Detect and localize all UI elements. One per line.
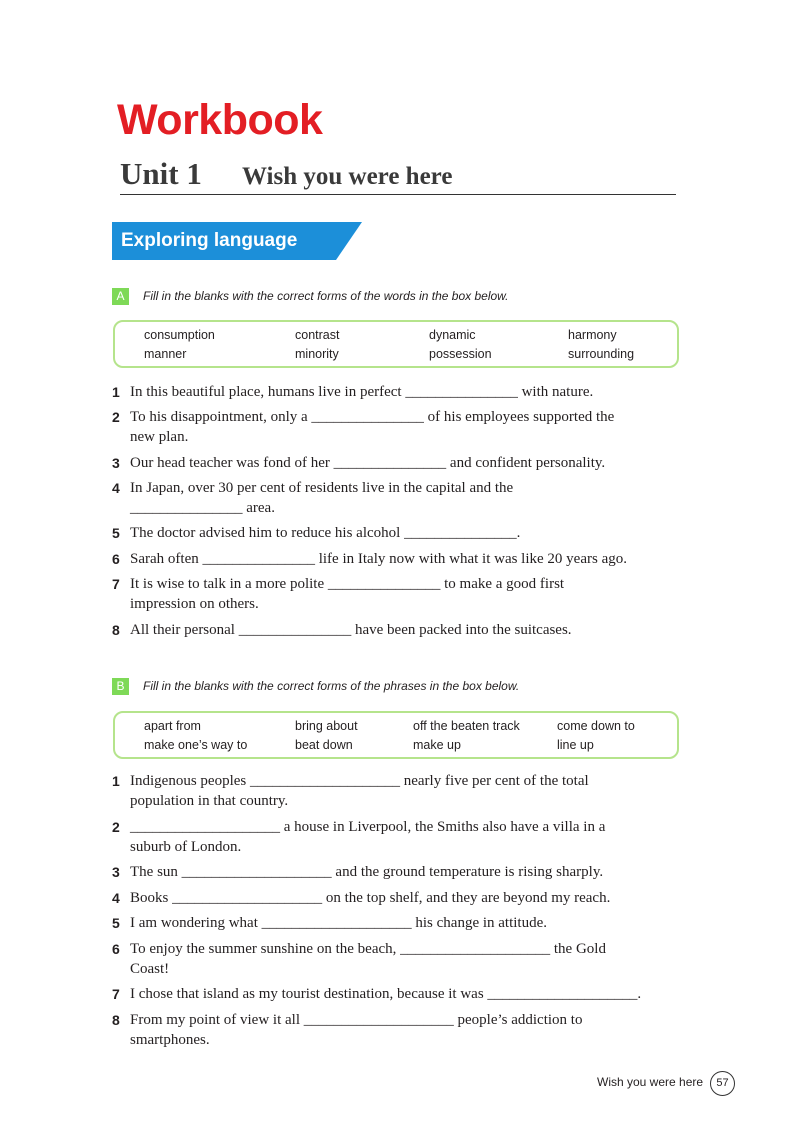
word-box-item: dynamic: [429, 328, 476, 342]
phrase-box-item: apart from: [144, 719, 201, 733]
phrase-box-item: beat down: [295, 738, 353, 752]
phrase-box-item: bring about: [295, 719, 358, 733]
item-number: 1: [112, 773, 120, 789]
phrase-box-item: make one’s way to: [144, 738, 248, 752]
phrase-box-item: off the beaten track: [413, 719, 520, 733]
page-number: 57: [710, 1071, 735, 1096]
item-text: smartphones.: [130, 1032, 210, 1048]
item-number: 5: [112, 525, 120, 541]
item-text: I am wondering what ____________________ his change in attitude.: [130, 915, 548, 931]
item-text: The sun ____________________ and the ground temperature is rising sharply.: [130, 864, 604, 880]
word-box-item: contrast: [295, 328, 340, 342]
word-box-a: [113, 320, 679, 368]
item-text: From my point of view it all ____________________ people’s addiction to: [130, 1012, 583, 1028]
item-number: 6: [112, 941, 120, 957]
phrase-box-item: line up: [557, 738, 594, 752]
item-text: In this beautiful place, humans live in perfect _______________ with nature.: [130, 384, 594, 400]
item-text: _______________ area.: [130, 500, 275, 516]
item-number: 6: [112, 551, 120, 567]
item-text: All their personal _______________ have been packed into the suitcases.: [130, 622, 572, 638]
phrase-box-item: come down to: [557, 719, 635, 733]
item-number: 5: [112, 915, 120, 931]
workbook-title: Workbook: [117, 96, 323, 144]
item-text: I chose that island as my tourist destination, because it was ____________________.: [130, 986, 642, 1002]
item-text: new plan.: [130, 429, 189, 445]
item-number: 4: [112, 480, 120, 496]
item-text: Our head teacher was fond of her _______________ and confident personality.: [130, 455, 606, 471]
item-text: The doctor advised him to reduce his alcohol _______________.: [130, 525, 521, 541]
item-number: 7: [112, 986, 120, 1002]
word-box-item: harmony: [568, 328, 617, 342]
item-text: impression on others.: [130, 596, 259, 612]
word-box-item: surrounding: [568, 347, 635, 361]
item-text: It is wise to talk in a more polite _______________ to make a good first: [130, 576, 565, 592]
item-number: 3: [112, 455, 120, 471]
task-a-instruction: Fill in the blanks with the correct forms of the words in the box below.: [143, 289, 509, 303]
word-box-item: consumption: [144, 328, 215, 342]
footer-running-title: Wish you were here: [597, 1075, 704, 1089]
item-number: 4: [112, 890, 120, 906]
section-title: Exploring language: [121, 230, 298, 251]
item-text: population in that country.: [130, 793, 289, 809]
item-number: 8: [112, 622, 120, 638]
section-banner: [112, 222, 362, 260]
item-text: In Japan, over 30 per cent of residents live in the capital and the: [130, 480, 514, 496]
task-b-instruction: Fill in the blanks with the correct forms of the phrases in the box below.: [143, 679, 520, 693]
item-text: Coast!: [130, 961, 170, 977]
item-number: 7: [112, 576, 120, 592]
item-number: 2: [112, 819, 120, 835]
item-text: Books ____________________ on the top shelf, and they are beyond my reach.: [130, 890, 611, 906]
item-text: Sarah often _______________ life in Italy now with what it was like 20 years ago.: [130, 551, 627, 567]
item-number: 8: [112, 1012, 120, 1028]
item-number: 1: [112, 384, 120, 400]
phrase-box-b: [113, 711, 679, 759]
item-text: To enjoy the summer sunshine on the beach, ____________________ the Gold: [130, 941, 606, 957]
word-box-item: possession: [429, 347, 492, 361]
word-box-item: manner: [144, 347, 187, 361]
item-number: 2: [112, 409, 120, 425]
phrase-box-item: make up: [413, 738, 461, 752]
unit-title: Wish you were here: [242, 163, 453, 190]
item-number: 3: [112, 864, 120, 880]
unit-heading: [120, 154, 676, 195]
item-text: Indigenous peoples ____________________ nearly five per cent of the total: [130, 773, 589, 789]
word-box-item: minority: [295, 347, 339, 361]
unit-number: Unit 1: [120, 156, 202, 191]
item-text: ____________________ a house in Liverpool, the Smiths also have a villa in a: [130, 819, 606, 835]
item-text: To his disappointment, only a _______________ of his employees supported the: [130, 409, 615, 425]
task-a-badge: A: [112, 288, 129, 305]
item-text: suburb of London.: [130, 839, 242, 855]
task-b-badge: B: [112, 678, 129, 695]
